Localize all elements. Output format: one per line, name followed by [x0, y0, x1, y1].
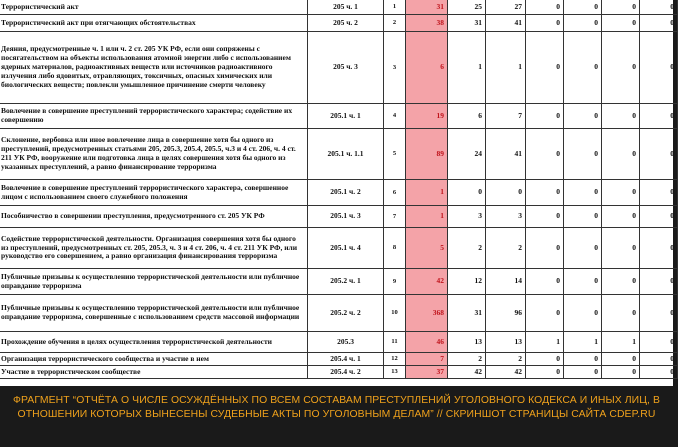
- row-value: 0: [640, 295, 678, 332]
- row-value: 0: [526, 269, 564, 295]
- table-row: [0, 206, 678, 228]
- row-article: 205 ч. 3: [308, 32, 384, 104]
- row-value: 0: [602, 129, 640, 180]
- row-value: 0: [564, 180, 602, 206]
- row-value: 31: [448, 15, 486, 32]
- row-highlight-value: 31: [406, 0, 448, 15]
- row-value: 0: [526, 353, 564, 366]
- row-article: 205.4 ч. 2: [308, 366, 384, 379]
- row-value: 2: [486, 228, 526, 269]
- row-highlight-value: 7: [406, 353, 448, 366]
- row-value: 1: [526, 332, 564, 353]
- row-value: 0: [602, 180, 640, 206]
- row-value: 0: [564, 269, 602, 295]
- table-row: [0, 366, 678, 379]
- row-highlight-value: 6: [406, 32, 448, 104]
- row-article: 205.1 ч. 1: [308, 104, 384, 129]
- row-value: 0: [602, 295, 640, 332]
- row-number: 12: [384, 353, 406, 366]
- row-article: 205.2 ч. 1: [308, 269, 384, 295]
- row-description: Склонение, вербовка или иное вовлечение лица в совершение хотя бы одного из преступлений, предусмотренных статьями 205, 205.3, 205.4, 205.5, ч.3 и 4 ст. 206, ч. 4 ст. 211 УК РФ, вооружение или подготовка лица в целях совершения хотя бы одного из указанных преступлений, а равно финансирование терроризма: [0, 129, 308, 180]
- table-row: [0, 228, 678, 269]
- row-value: 24: [448, 129, 486, 180]
- row-value: 0: [640, 180, 678, 206]
- row-value: 0: [526, 15, 564, 32]
- row-article: 205.1 ч. 2: [308, 180, 384, 206]
- row-value: 0: [602, 269, 640, 295]
- row-value: 0: [564, 228, 602, 269]
- row-value: 0: [526, 366, 564, 379]
- row-highlight-value: 1: [406, 180, 448, 206]
- row-value: 0: [640, 353, 678, 366]
- row-number: 2: [384, 15, 406, 32]
- row-value: 0: [564, 353, 602, 366]
- row-number: 9: [384, 269, 406, 295]
- row-value: 1: [448, 32, 486, 104]
- row-value: 0: [564, 32, 602, 104]
- row-highlight-value: 38: [406, 15, 448, 32]
- row-value: 3: [486, 206, 526, 228]
- row-value: 0: [640, 129, 678, 180]
- row-value: 0: [640, 104, 678, 129]
- row-value: 0: [564, 15, 602, 32]
- row-value: 42: [486, 366, 526, 379]
- row-value: 0: [640, 15, 678, 32]
- row-value: 0: [602, 0, 640, 15]
- row-value: 0: [526, 0, 564, 15]
- row-value: 42: [448, 366, 486, 379]
- row-value: 0: [564, 129, 602, 180]
- row-highlight-value: 37: [406, 366, 448, 379]
- row-value: 0: [640, 32, 678, 104]
- row-value: 0: [640, 206, 678, 228]
- row-number: 11: [384, 332, 406, 353]
- row-highlight-value: 42: [406, 269, 448, 295]
- row-number: 13: [384, 366, 406, 379]
- row-description: Содействие террористической деятельности. Организация совершения хотя бы одного из преступлений, предусмотренных ст. 205, 205.3, ч. 3 и 4 ст. 206, ч. 4 ст. 211 УК РФ, или руководство его совершением, а равно организация финансирования терроризма: [0, 228, 308, 269]
- table-row: [0, 104, 678, 129]
- row-value: 14: [486, 269, 526, 295]
- screenshot-caption: ФРАГМЕНТ “ОТЧЁТА О ЧИСЛЕ ОСУЖДЁННЫХ ПО ВСЕМ СОСТАВАМ ПРЕСТУПЛЕНИЙ УГОЛОВНОГО КОДЕКСА И ИНЫХ ЛИЦ, В ОТНОШЕНИИ КОТОРЫХ ВЫНЕСЕНЫ СУДЕБНЫЕ АКТЫ ПО УГОЛОВНЫМ ДЕЛАМ” // СКРИНШОТ СТРАНИЦЫ САЙТА CDEP.RU: [0, 386, 673, 447]
- row-number: 5: [384, 129, 406, 180]
- row-value: 0: [526, 228, 564, 269]
- row-value: 0: [640, 228, 678, 269]
- row-value: 0: [602, 104, 640, 129]
- table-row: [0, 0, 678, 15]
- row-description: Участие в террористическом сообществе: [0, 366, 308, 379]
- row-value: 0: [602, 353, 640, 366]
- row-description: Террористический акт при отягчающих обстоятельствах: [0, 15, 308, 32]
- row-number: 3: [384, 32, 406, 104]
- row-number: 1: [384, 0, 406, 15]
- row-description: Организация террористического сообщества и участие в нем: [0, 353, 308, 366]
- row-value: 41: [486, 15, 526, 32]
- row-value: 6: [448, 104, 486, 129]
- row-description: Публичные призывы к осуществлению террористической деятельности или публичное оправдание терроризма: [0, 269, 308, 295]
- row-article: 205.1 ч. 1.1: [308, 129, 384, 180]
- row-article: 205.2 ч. 2: [308, 295, 384, 332]
- row-value: 0: [602, 206, 640, 228]
- row-number: 7: [384, 206, 406, 228]
- row-highlight-value: 1: [406, 206, 448, 228]
- row-article: 205.4 ч. 1: [308, 353, 384, 366]
- table-row: [0, 32, 678, 104]
- row-article: 205 ч. 1: [308, 0, 384, 15]
- row-value: 0: [602, 15, 640, 32]
- row-value: 0: [564, 104, 602, 129]
- row-value: 0: [526, 295, 564, 332]
- row-value: 13: [448, 332, 486, 353]
- table-row: [0, 15, 678, 32]
- row-value: 0: [486, 180, 526, 206]
- row-highlight-value: 46: [406, 332, 448, 353]
- row-value: 13: [486, 332, 526, 353]
- row-value: 0: [640, 269, 678, 295]
- row-description: Пособничество в совершении преступления, предусмотренного ст. 205 УК РФ: [0, 206, 308, 228]
- row-number: 4: [384, 104, 406, 129]
- row-article: 205 ч. 2: [308, 15, 384, 32]
- row-value: 0: [526, 180, 564, 206]
- row-value: 31: [448, 295, 486, 332]
- row-value: 0: [640, 332, 678, 353]
- row-value: 96: [486, 295, 526, 332]
- row-value: 0: [564, 366, 602, 379]
- row-value: 27: [486, 0, 526, 15]
- row-description: Вовлечение в совершение преступлений террористического характера, совершенное лицом с использованием своего служебного положения: [0, 180, 308, 206]
- row-highlight-value: 5: [406, 228, 448, 269]
- row-value: 2: [486, 353, 526, 366]
- table-row: [0, 180, 678, 206]
- row-number: 8: [384, 228, 406, 269]
- row-value: 1: [602, 332, 640, 353]
- row-description: Террористический акт: [0, 0, 308, 15]
- table-row: [0, 332, 678, 353]
- row-value: 1: [564, 332, 602, 353]
- row-value: 0: [602, 228, 640, 269]
- table-row: [0, 353, 678, 366]
- row-highlight-value: 89: [406, 129, 448, 180]
- row-value: 0: [640, 0, 678, 15]
- row-highlight-value: 19: [406, 104, 448, 129]
- row-description: Прохождение обучения в целях осуществления террористической деятельности: [0, 332, 308, 353]
- row-value: 12: [448, 269, 486, 295]
- row-description: Деяния, предусмотренные ч. 1 или ч. 2 ст. 205 УК РФ, если они сопряжены с посягательством на объекты использования атомной энергии либо с использованием ядерных материалов, радиоактивных веществ или источников радиоактивного излучения либо ядовитых, отравляющих, токсичных, опасных химических или биологических веществ; повлекли умышленное причинение смерти человеку: [0, 32, 308, 104]
- row-number: 6: [384, 180, 406, 206]
- row-description: Вовлечение в совершение преступлений террористического характера; содействие их совершению: [0, 104, 308, 129]
- row-value: 0: [526, 104, 564, 129]
- row-article: 205.1 ч. 3: [308, 206, 384, 228]
- row-number: 10: [384, 295, 406, 332]
- row-article: 205.1 ч. 4: [308, 228, 384, 269]
- row-value: 3: [448, 206, 486, 228]
- row-value: 0: [640, 366, 678, 379]
- row-value: 0: [526, 129, 564, 180]
- row-value: 0: [526, 32, 564, 104]
- row-value: 0: [564, 206, 602, 228]
- table-row: [0, 295, 678, 332]
- row-value: 1: [486, 32, 526, 104]
- row-value: 0: [564, 0, 602, 15]
- row-value: 2: [448, 228, 486, 269]
- row-highlight-value: 368: [406, 295, 448, 332]
- row-value: 7: [486, 104, 526, 129]
- row-value: 41: [486, 129, 526, 180]
- row-value: 0: [602, 366, 640, 379]
- row-value: 0: [448, 180, 486, 206]
- table-row: [0, 129, 678, 180]
- row-description: Публичные призывы к осуществлению террористической деятельности или публичное оправдание терроризма, совершенные с использованием средств массовой информации: [0, 295, 308, 332]
- row-value: 2: [448, 353, 486, 366]
- row-article: 205.3: [308, 332, 384, 353]
- row-value: 25: [448, 0, 486, 15]
- table-row: [0, 269, 678, 295]
- row-value: 0: [602, 32, 640, 104]
- row-value: 0: [564, 295, 602, 332]
- row-value: 0: [526, 206, 564, 228]
